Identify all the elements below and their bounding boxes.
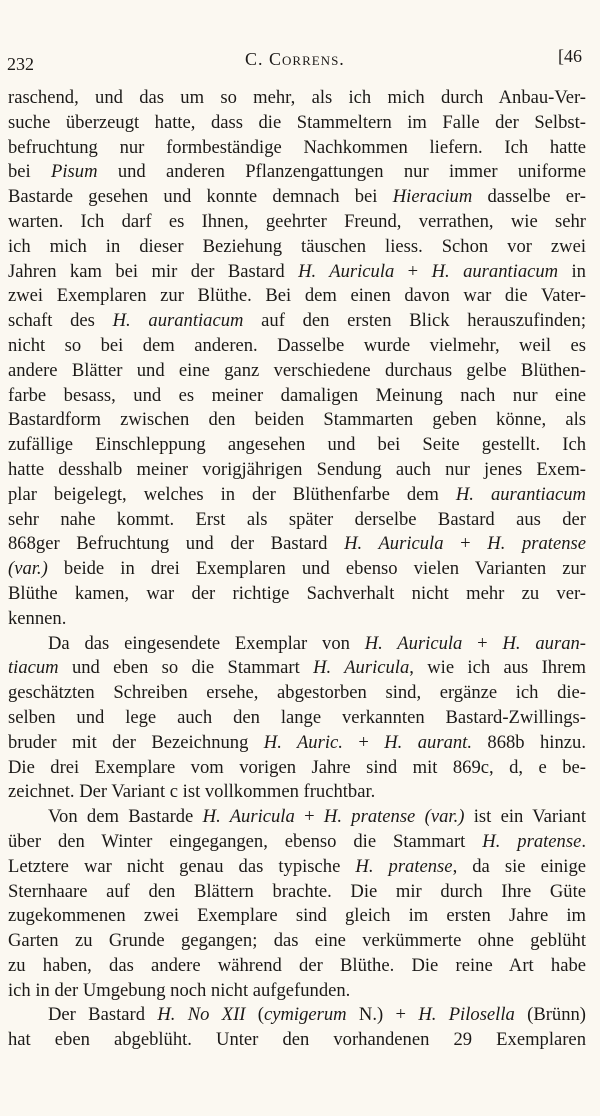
page-header: [0, 44, 600, 74]
text-line: Jahren kam bei mir der Bastard H. Auricula + H. aurantiacum in: [8, 260, 586, 282]
text-line: hatte desshalb meiner vorigjährigen Sendung auch nur jenes Exem-: [8, 458, 586, 480]
text-line: 868ger Befruchtung und der Bastard H. Auricula + H. pratense: [8, 533, 586, 555]
text-line: Von dem Bastarde H. Auricula + H. pratense (var.) ist ein Variant: [48, 806, 586, 828]
text-line: Letztere war nicht genau das typische H. pratense, da sie einige: [8, 855, 586, 877]
text-line: Garten zu Grunde gegangen; das eine verkümmerte ohne geblüht: [8, 930, 586, 952]
text-line: Bastarde gesehen und konnte demnach bei Hieracium dasselbe er-: [8, 186, 586, 208]
text-line: schaft des H. aurantiacum auf den ersten Blick herauszufinden;: [8, 310, 586, 332]
text-line: bruder mit der Bezeichnung H. Auric. + H. aurant. 868b hinzu.: [8, 731, 586, 753]
text-line: Der Bastard H. No XII (cymigerum N.) + H. Pilosella (Brünn): [48, 1004, 586, 1026]
text-line: selben und lege auch den lange verkannten Bastard-Zwillings-: [8, 706, 586, 728]
text-line: Bastardform zwischen den beiden Stammarten geben könne, als: [8, 409, 586, 431]
running-head-ref: [46: [558, 46, 582, 66]
body-text: [8, 86, 586, 1053]
text-line: sehr nahe kommt. Erst als später derselbe Bastard aus der: [8, 508, 586, 530]
text-line: farbe besass, und es meiner damaligen Meinung nach nur eine: [8, 384, 586, 406]
text-line: Sternhaare auf den Blättern brachte. Die mir durch Ihre Güte: [8, 880, 586, 902]
text-line: plar beigelegt, welches in der Blüthenfarbe dem H. aurantiacum: [8, 483, 586, 505]
text-line: zugekommenen zwei Exemplare sind gleich im ersten Jahre im: [8, 905, 586, 927]
page-number: 232: [7, 54, 34, 74]
text-line: suche überzeugt hatte, dass die Stammeltern im Falle der Selbst-: [8, 111, 586, 133]
text-line: Die drei Exemplare vom vorigen Jahre sind mit 869c, d, e be-: [8, 756, 586, 778]
text-line: über den Winter eingegangen, ebenso die Stammart H. pratense.: [8, 830, 586, 852]
text-line: ich mich in dieser Beziehung täuschen liess. Schon vor zwei: [8, 235, 586, 257]
text-line: (var.) beide in drei Exemplaren und ebenso vielen Varianten zur: [8, 558, 586, 580]
text-line: ich in der Umgebung noch nicht aufgefunden.: [8, 979, 351, 1001]
text-line: kennen.: [8, 607, 67, 629]
text-line: Da das eingesendete Exemplar von H. Auricula + H. auran-: [48, 632, 586, 654]
text-line: zufällige Einschleppung angesehen und bei Seite gestellt. Ich: [8, 434, 586, 456]
text-line: zu haben, das andere während der Blüthe. Die reine Art habe: [8, 954, 586, 976]
text-line: befruchtung nur formbeständige Nachkommen liefern. Ich hatte: [8, 136, 586, 158]
text-line: andere Blätter und eine ganz verschiedene durchaus gelbe Blüthen-: [8, 359, 586, 381]
text-line: zwei Exemplaren zur Blüthe. Bei dem einen davon war die Vater-: [8, 285, 586, 307]
text-line: bei Pisum und anderen Pflanzengattungen nur immer uniforme: [8, 161, 586, 183]
text-line: zeichnet. Der Variant c ist vollkommen fruchtbar.: [8, 781, 376, 803]
text-line: tiacum und eben so die Stammart H. Auricula, wie ich aus Ihrem: [8, 657, 586, 679]
text-line: hat eben abgeblüht. Unter den vorhandenen 29 Exemplaren: [8, 1029, 586, 1051]
text-line: geschätzten Schreiben ersehe, abgestorben sind, ergänze ich die-: [8, 682, 586, 704]
running-head-author: C. Correns.: [245, 49, 345, 69]
text-line: raschend, und das um so mehr, als ich mich durch Anbau-Ver-: [8, 87, 586, 108]
text-line: nicht so bei dem anderen. Dasselbe wurde vielmehr, weil es: [8, 334, 586, 356]
text-line: Blüthe kamen, war der richtige Sachverhalt nicht mehr zu ver-: [8, 582, 586, 604]
text-line: warten. Ich darf es Ihnen, geehrter Freund, verrathen, wie sehr: [8, 210, 586, 232]
